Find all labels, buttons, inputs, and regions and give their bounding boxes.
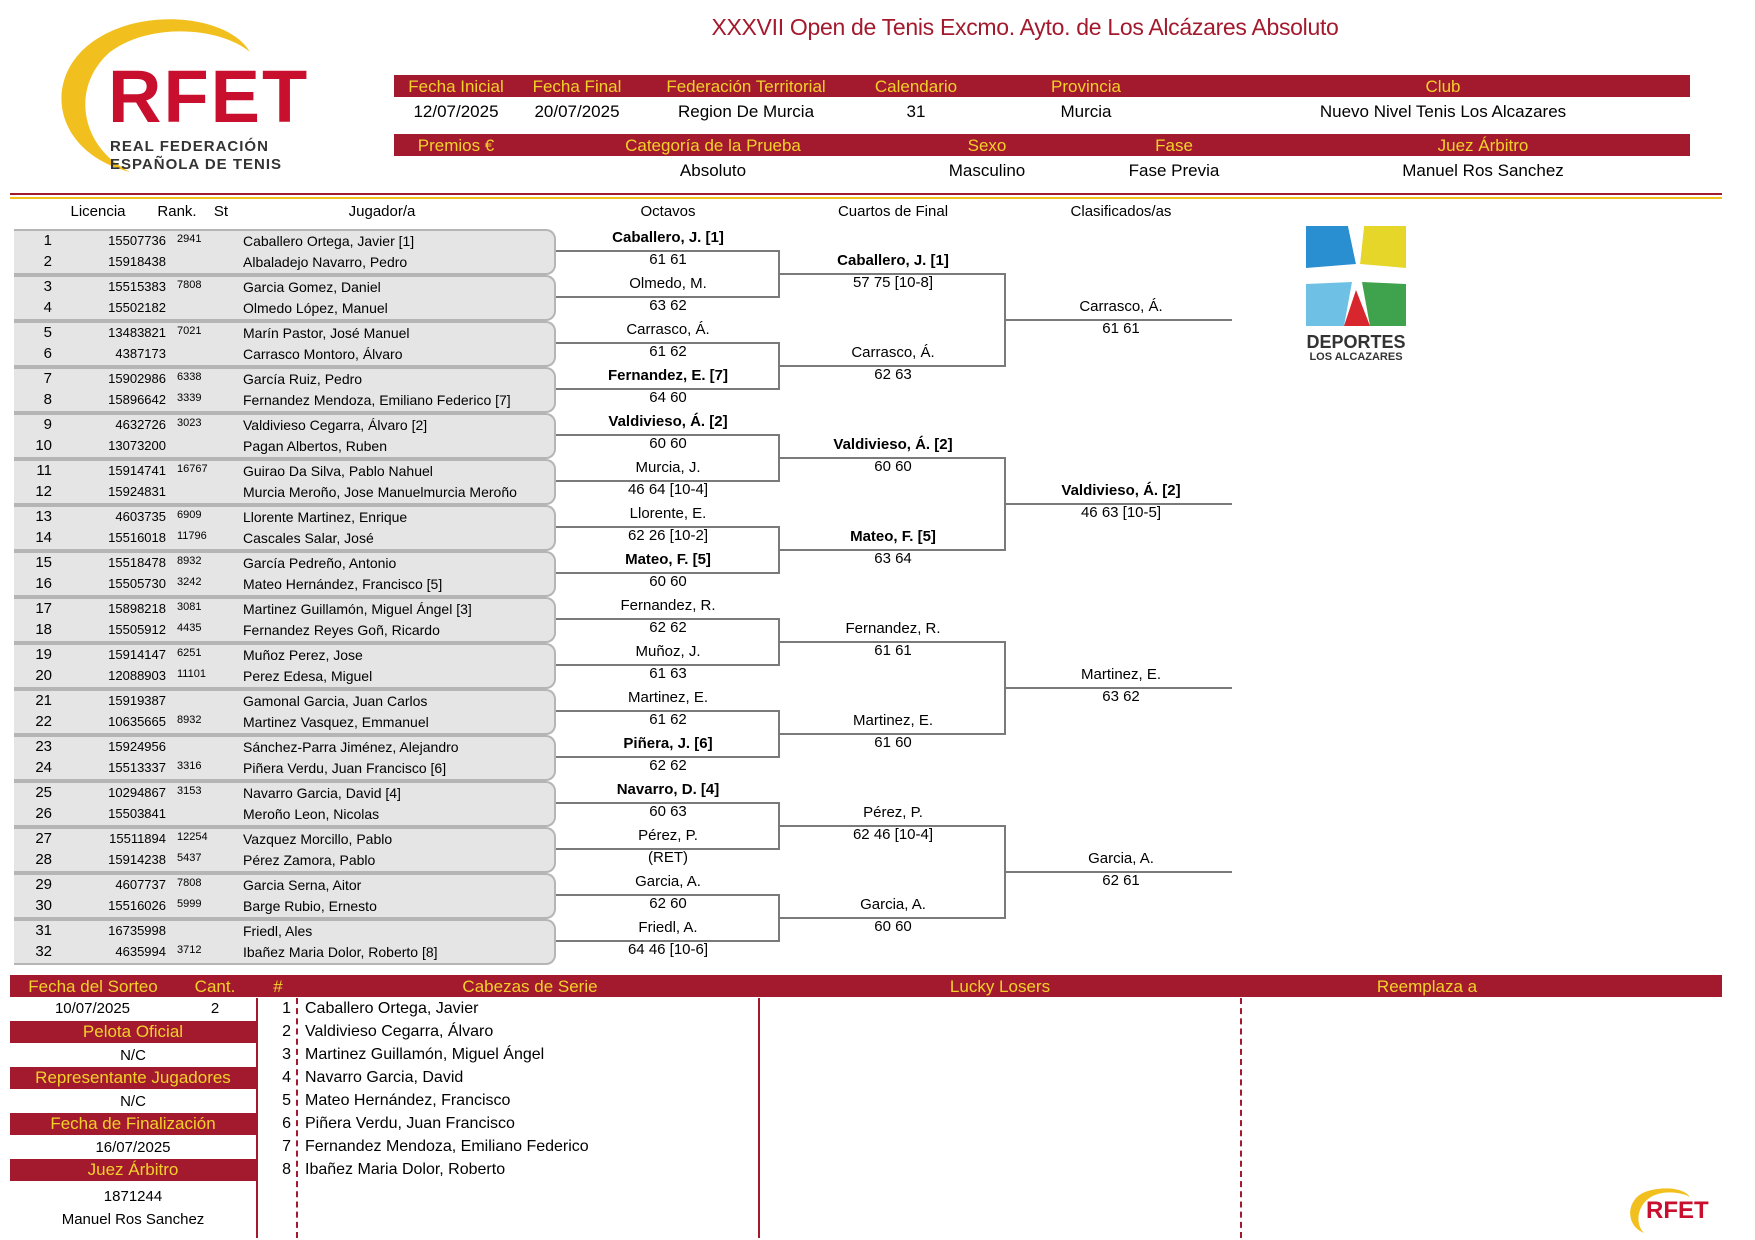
cant-label: Cant. xyxy=(194,977,236,996)
player-number: 21 xyxy=(35,692,52,709)
player-number: 6 xyxy=(43,345,52,362)
player-number: 24 xyxy=(35,759,52,776)
player-rank: 5999 xyxy=(177,898,202,910)
col-rank: Rank. xyxy=(157,203,197,220)
octavos-score: 46 64 [10-4] xyxy=(627,481,709,498)
player-name: Ibañez Maria Dolor, Roberto [8] xyxy=(243,944,438,960)
player-number: 11 xyxy=(36,462,52,479)
player-rank: 3339 xyxy=(177,392,202,404)
player-number: 25 xyxy=(35,784,52,801)
player-license: 15505730 xyxy=(108,576,166,591)
seed-number: 7 xyxy=(282,1138,291,1155)
clasificado-winner: Valdivieso, Á. [2] xyxy=(1061,482,1181,499)
player-license: 15507736 xyxy=(108,233,166,248)
cuartos-winner: Valdivieso, Á. [2] xyxy=(833,436,953,453)
info2-header-2: Sexo xyxy=(967,136,1007,155)
clasificado-score: 62 61 xyxy=(1102,872,1140,889)
player-license: 4607737 xyxy=(115,877,166,892)
player-name: Piñera Verdu, Juan Francisco [6] xyxy=(243,760,447,776)
info-header-4: Provincia xyxy=(1051,77,1121,96)
octavos-winner: Mateo, F. [5] xyxy=(625,551,711,568)
player-number: 18 xyxy=(35,621,52,638)
cabezas-label: Cabezas de Serie xyxy=(462,977,598,996)
player-name: Fernandez Mendoza, Emiliano Federico [7] xyxy=(243,392,511,408)
player-number: 14 xyxy=(35,529,52,546)
player-license: 4632726 xyxy=(115,417,166,432)
col-octavos: Octavos xyxy=(640,203,696,220)
finalizacion-label: Fecha de Finalización xyxy=(10,1113,256,1135)
clasificado-score: 46 63 [10-5] xyxy=(1080,504,1162,521)
rfet-logo xyxy=(40,12,330,182)
cant-value: 2 xyxy=(210,1000,220,1017)
player-rank: 7808 xyxy=(177,279,202,291)
player-license: 15914147 xyxy=(108,647,166,662)
player-name: Carrasco Montoro, Álvaro xyxy=(243,346,403,362)
seed-name: Ibañez Maria Dolor, Roberto xyxy=(305,1161,506,1178)
cuartos-winner: Martinez, E. xyxy=(852,712,934,729)
header-rule-yellow xyxy=(10,197,1722,199)
fecha-sorteo-value: 10/07/2025 xyxy=(54,1000,131,1017)
player-number: 20 xyxy=(35,667,52,684)
octavos-score: 60 60 xyxy=(649,435,687,452)
col-licencia: Licencia xyxy=(70,203,126,220)
player-license: 15919387 xyxy=(108,693,166,708)
finalizacion-value: 16/07/2025 xyxy=(95,1139,171,1156)
player-rank: 8932 xyxy=(177,714,202,726)
juez-lic: 1871244 xyxy=(103,1188,163,1205)
divider-1 xyxy=(256,998,258,1238)
octavos-winner: Navarro, D. [4] xyxy=(616,781,720,798)
reemplaza-label: Reemplaza a xyxy=(1376,977,1478,996)
octavos-winner: Llorente, E. xyxy=(629,505,707,522)
player-number: 22 xyxy=(35,713,52,730)
info-value-1: 20/07/2025 xyxy=(534,102,620,121)
player-rank: 5437 xyxy=(177,852,202,864)
player-name: Pérez Zamora, Pablo xyxy=(243,852,376,868)
info-value-2: Region De Murcia xyxy=(677,102,815,121)
cuartos-winner: Mateo, F. [5] xyxy=(850,528,936,545)
info-header-5: Club xyxy=(1425,77,1461,96)
col-clasificados: Clasificados/as xyxy=(1070,203,1172,220)
cuartos-score: 61 61 xyxy=(874,642,912,659)
octavos-winner: Garcia, A. xyxy=(635,873,701,890)
info2-value-4: Manuel Ros Sanchez xyxy=(1402,161,1564,180)
player-number: 32 xyxy=(35,943,52,960)
player-name: Garcia Serna, Aitor xyxy=(243,877,362,893)
clasificado-winner: Martinez, E. xyxy=(1080,666,1162,683)
player-license: 15902986 xyxy=(108,371,166,386)
player-name: Pagan Albertos, Ruben xyxy=(243,438,387,454)
pelota-label: Pelota Oficial xyxy=(10,1021,256,1043)
player-name: García Pedreño, Antonio xyxy=(243,555,397,571)
player-license: 16735998 xyxy=(108,923,166,938)
octavos-winner: Olmedo, M. xyxy=(629,275,707,292)
header-rule-red xyxy=(10,193,1722,195)
player-rank: 16767 xyxy=(177,463,208,475)
info-header-0: Fecha Inicial xyxy=(408,77,504,96)
seed-number: 2 xyxy=(282,1023,291,1040)
player-license: 15918438 xyxy=(108,254,166,269)
player-rank: 11101 xyxy=(177,668,206,680)
player-license: 15896642 xyxy=(108,392,166,407)
player-rank: 12254 xyxy=(177,831,208,843)
player-license: 15914741 xyxy=(108,463,166,478)
deportes-logo-line1: DEPORTES xyxy=(1306,332,1406,352)
player-name: Barge Rubio, Ernesto xyxy=(243,898,377,914)
player-license: 10635665 xyxy=(108,714,166,729)
divider-2 xyxy=(296,998,298,1238)
player-name: Mateo Hernández, Francisco [5] xyxy=(243,576,443,592)
player-number: 16 xyxy=(35,575,52,592)
player-license: 15505912 xyxy=(108,622,166,637)
octavos-score: (RET) xyxy=(648,849,688,866)
cuartos-winner: Caballero, J. [1] xyxy=(837,252,949,269)
info-value-3: 31 xyxy=(906,102,926,121)
player-license: 12088903 xyxy=(108,668,166,683)
cuartos-score: 63 64 xyxy=(874,550,912,567)
player-number: 23 xyxy=(35,738,52,755)
player-number: 13 xyxy=(35,508,52,525)
octavos-score: 63 62 xyxy=(649,297,687,314)
octavos-score: 60 63 xyxy=(649,803,687,820)
seed-name: Navarro Garcia, David xyxy=(305,1069,464,1086)
clasificado-score: 63 62 xyxy=(1102,688,1140,705)
tournament-title: XXXVII Open de Tenis Excmo. Ayto. de Los Alcázares Absoluto xyxy=(711,14,1339,40)
seed-number: 4 xyxy=(282,1069,291,1086)
player-name: Guirao Da Silva, Pablo Nahuel xyxy=(243,463,433,479)
cuartos-score: 60 60 xyxy=(874,458,912,475)
player-name: Fernandez Reyes Goñ, Ricardo xyxy=(243,622,440,638)
player-rank: 7808 xyxy=(177,877,202,889)
player-license: 15511894 xyxy=(109,831,166,846)
footer-rfet-logo xyxy=(1624,1185,1714,1235)
player-license: 15503841 xyxy=(108,806,166,821)
col-cuartos: Cuartos de Final xyxy=(837,203,949,220)
player-number: 31 xyxy=(35,922,52,939)
player-license: 15924831 xyxy=(108,484,166,499)
representante-value: N/C xyxy=(120,1093,146,1110)
info2-header-3: Fase xyxy=(1155,136,1193,155)
player-number: 30 xyxy=(35,897,52,914)
player-license: 4635994 xyxy=(115,944,166,959)
player-number: 2 xyxy=(43,253,52,270)
player-license: 15516026 xyxy=(108,898,166,913)
cuartos-winner: Pérez, P. xyxy=(863,804,923,821)
cuartos-score: 62 46 [10-4] xyxy=(852,826,934,843)
octavos-winner: Carrasco, Á. xyxy=(626,321,710,338)
seed-name: Martinez Guillamón, Miguel Ángel xyxy=(305,1046,545,1063)
octavos-score: 64 60 xyxy=(649,389,687,406)
lucky-label: Lucky Losers xyxy=(949,977,1051,996)
seed-name: Piñera Verdu, Juan Francisco xyxy=(305,1115,515,1132)
player-name: Perez Edesa, Miguel xyxy=(243,668,373,684)
player-rank: 8932 xyxy=(177,555,202,567)
col-st: St xyxy=(213,203,229,220)
octavos-score: 60 60 xyxy=(649,573,687,590)
octavos-winner: Pérez, P. xyxy=(638,827,698,844)
player-name: Vazquez Morcillo, Pablo xyxy=(243,831,393,847)
cuartos-score: 57 75 [10-8] xyxy=(852,274,934,291)
player-rank: 3081 xyxy=(177,601,202,613)
clasificado-winner: Garcia, A. xyxy=(1088,850,1154,867)
info-header-3: Calendario xyxy=(874,77,958,96)
info2-value-1: Absoluto xyxy=(679,161,747,180)
player-license: 15513337 xyxy=(108,760,166,775)
player-number: 28 xyxy=(35,851,52,868)
player-rank: 6338 xyxy=(177,371,202,383)
cuartos-winner: Carrasco, Á. xyxy=(851,344,935,361)
octavos-winner: Muñoz, J. xyxy=(635,643,701,660)
player-name: Friedl, Ales xyxy=(243,923,313,939)
divider-3 xyxy=(758,998,760,1238)
octavos-winner: Martinez, E. xyxy=(627,689,709,706)
player-name: Muñoz Perez, Jose xyxy=(243,647,363,663)
player-license: 15914238 xyxy=(108,852,166,867)
col-jugador: Jugador/a xyxy=(348,203,416,220)
cuartos-score: 61 60 xyxy=(874,734,912,751)
clasificado-score: 61 61 xyxy=(1102,320,1140,337)
octavos-winner: Caballero, J. [1] xyxy=(612,229,724,246)
clasificado-winner: Carrasco, Á. xyxy=(1079,298,1163,315)
player-license: 15898218 xyxy=(108,601,166,616)
octavos-winner: Fernandez, R. xyxy=(620,597,716,614)
info-value-5: Nuevo Nivel Tenis Los Alcazares xyxy=(1319,102,1567,121)
divider-4 xyxy=(1240,998,1242,1238)
info-header-1: Fecha Final xyxy=(532,77,622,96)
player-name: Cascales Salar, José xyxy=(243,530,374,546)
player-license: 13483821 xyxy=(108,325,166,340)
player-number: 15 xyxy=(35,554,52,571)
octavos-score: 64 46 [10-6] xyxy=(627,941,709,958)
seed-name: Mateo Hernández, Francisco xyxy=(305,1092,511,1109)
seed-name: Caballero Ortega, Javier xyxy=(305,1000,479,1017)
hash-label: # xyxy=(273,977,283,996)
player-license: 10294867 xyxy=(108,785,166,800)
seed-number: 8 xyxy=(282,1161,291,1178)
player-number: 5 xyxy=(43,324,52,341)
player-rank: 3153 xyxy=(177,785,202,797)
deportes-logo xyxy=(1304,224,1414,369)
player-rank: 3023 xyxy=(177,417,202,429)
octavos-winner: Piñera, J. [6] xyxy=(623,735,713,752)
player-name: Navarro Garcia, David [4] xyxy=(243,785,401,801)
cuartos-score: 62 63 xyxy=(874,366,912,383)
seed-name: Valdivieso Cegarra, Álvaro xyxy=(305,1023,494,1040)
player-rank: 3712 xyxy=(177,944,202,956)
player-number: 27 xyxy=(35,830,52,847)
info-header-2: Federación Territorial xyxy=(666,77,826,96)
octavos-score: 62 62 xyxy=(649,619,687,636)
player-name: Marín Pastor, José Manuel xyxy=(243,325,410,341)
deportes-logo-star xyxy=(1304,224,1408,330)
seed-name: Fernandez Mendoza, Emiliano Federico xyxy=(305,1138,589,1155)
player-rank: 11796 xyxy=(177,530,207,542)
player-number: 4 xyxy=(43,299,52,316)
seed-number: 1 xyxy=(282,1000,291,1017)
deportes-logo-line2: LOS ALCAZARES xyxy=(1309,351,1403,363)
player-number: 9 xyxy=(43,416,52,433)
octavos-score: 61 63 xyxy=(649,665,687,682)
player-name: Martinez Guillamón, Miguel Ángel [3] xyxy=(243,601,472,617)
player-number: 17 xyxy=(35,600,52,617)
octavos-winner: Murcia, J. xyxy=(635,459,701,476)
fecha-sorteo-label: Fecha del Sorteo xyxy=(28,977,158,996)
cuartos-score: 60 60 xyxy=(874,918,912,935)
player-name: Caballero Ortega, Javier [1] xyxy=(243,233,415,249)
player-name: Albaladejo Navarro, Pedro xyxy=(243,254,408,270)
player-name: Valdivieso Cegarra, Álvaro [2] xyxy=(243,417,428,433)
representante-label: Representante Jugadores xyxy=(10,1067,256,1089)
seed-number: 3 xyxy=(282,1046,291,1063)
pelota-value: N/C xyxy=(120,1047,146,1064)
octavos-score: 62 60 xyxy=(649,895,687,912)
seed-number: 5 xyxy=(282,1092,291,1109)
player-rank: 3316 xyxy=(177,760,202,772)
player-rank: 3242 xyxy=(177,576,202,588)
info2-header-4: Juez Árbitro xyxy=(1437,136,1529,155)
info2-value-3: Fase Previa xyxy=(1128,161,1220,180)
octavos-winner: Fernandez, E. [7] xyxy=(607,367,729,384)
octavos-score: 61 61 xyxy=(649,251,687,268)
player-license: 15518478 xyxy=(108,555,166,570)
player-number: 19 xyxy=(35,646,52,663)
rfet-logo-line2: ESPAÑOLA DE TENIS xyxy=(110,156,283,173)
octavos-winner: Valdivieso, Á. [2] xyxy=(608,413,728,430)
player-rank: 4435 xyxy=(177,622,202,634)
player-name: Gamonal Garcia, Juan Carlos xyxy=(243,693,428,709)
cuartos-winner: Fernandez, R. xyxy=(845,620,941,637)
player-license: 15515383 xyxy=(108,279,166,294)
player-name: Olmedo López, Manuel xyxy=(243,300,388,316)
info-value-4: Murcia xyxy=(1060,102,1112,121)
player-name: Llorente Martinez, Enrique xyxy=(243,509,408,525)
cuartos-winner: Garcia, A. xyxy=(860,896,926,913)
player-license: 15502182 xyxy=(108,300,166,315)
player-name: García Ruiz, Pedro xyxy=(243,371,363,387)
player-rank: 7021 xyxy=(177,325,202,337)
octavos-winner: Friedl, A. xyxy=(638,919,698,936)
player-license: 13073200 xyxy=(108,438,166,453)
juez-name: Manuel Ros Sanchez xyxy=(61,1211,205,1228)
player-number: 26 xyxy=(35,805,52,822)
player-name: Martinez Vasquez, Emmanuel xyxy=(243,714,429,730)
player-number: 12 xyxy=(35,483,52,500)
player-number: 3 xyxy=(43,278,52,295)
player-name: Garcia Gomez, Daniel xyxy=(243,279,381,295)
info2-header-1: Categoría de la Prueba xyxy=(625,136,801,155)
octavos-score: 62 26 [10-2] xyxy=(627,527,709,544)
octavos-score: 61 62 xyxy=(649,711,687,728)
player-name: Murcia Meroño, Jose Manuelmurcia Meroño xyxy=(243,484,517,500)
player-rank: 2941 xyxy=(177,233,202,245)
rfet-logo-text: RFET xyxy=(108,55,310,138)
player-rank: 6251 xyxy=(177,647,202,659)
player-number: 8 xyxy=(43,391,52,408)
player-number: 29 xyxy=(35,876,52,893)
info-value-0: 12/07/2025 xyxy=(413,102,499,121)
player-number: 1 xyxy=(43,232,52,249)
octavos-score: 62 62 xyxy=(649,757,687,774)
juez-label: Juez Árbitro xyxy=(10,1159,256,1181)
player-number: 10 xyxy=(35,437,52,454)
info2-header-0: Premios € xyxy=(417,136,495,155)
player-license: 15516018 xyxy=(108,530,166,545)
player-rank: 6909 xyxy=(177,509,202,521)
seed-number: 6 xyxy=(282,1115,291,1132)
info2-value-2: Masculino xyxy=(948,161,1026,180)
footer-logo-text: RFET xyxy=(1646,1197,1709,1224)
rfet-logo-line1: REAL FEDERACIÓN xyxy=(110,138,269,155)
player-name: Meroño Leon, Nicolas xyxy=(243,806,380,822)
player-license: 4387173 xyxy=(115,346,166,361)
player-number: 7 xyxy=(43,370,52,387)
player-license: 4603735 xyxy=(115,509,166,524)
player-name: Sánchez-Parra Jiménez, Alejandro xyxy=(243,739,459,755)
player-license: 15924956 xyxy=(108,739,166,754)
octavos-score: 61 62 xyxy=(649,343,687,360)
